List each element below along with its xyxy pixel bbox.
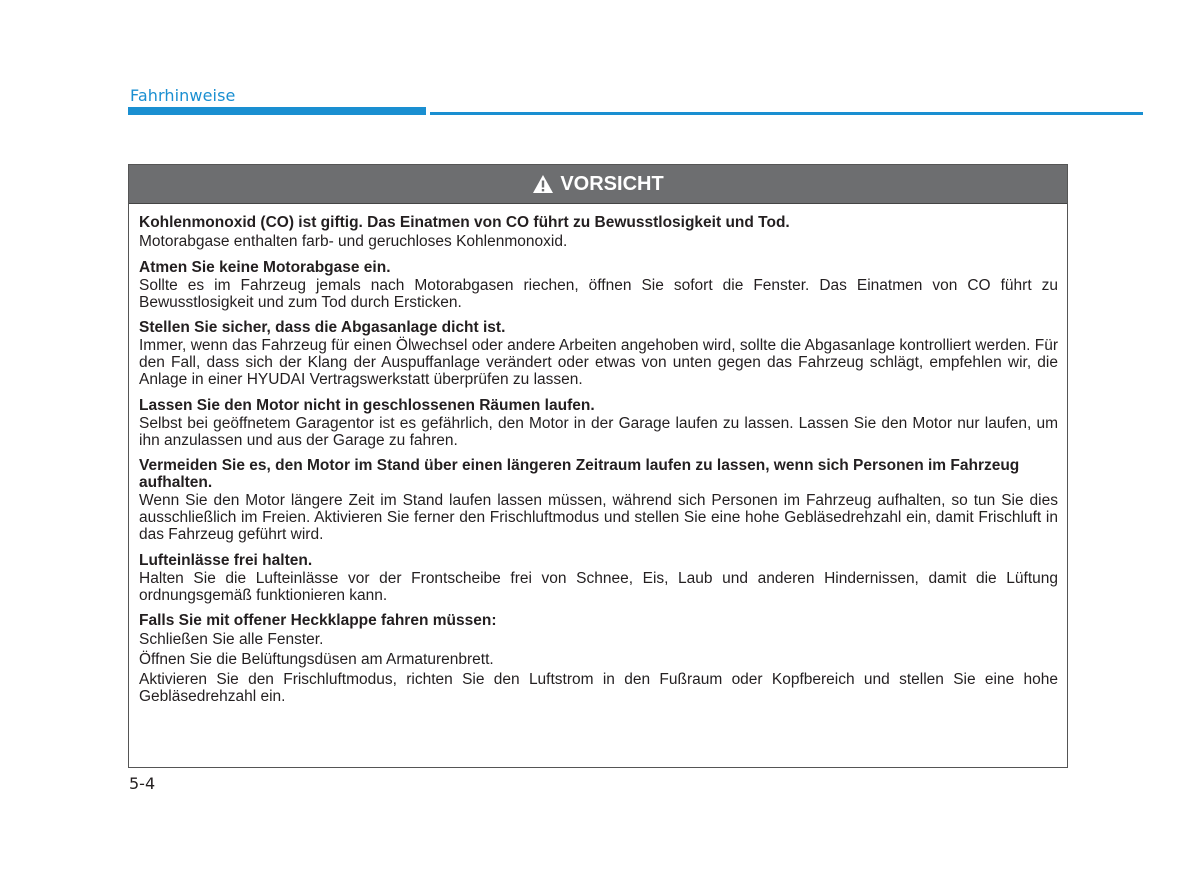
block-text: Schließen Sie alle Fenster. — [139, 631, 324, 649]
caution-body — [129, 204, 1067, 706]
caution-box — [128, 164, 1068, 768]
caution-title: VORSICHT — [560, 172, 664, 195]
block-text: Immer, wenn das Fahrzeug für einen Ölwechsel oder andere Arbeiten angehoben wird, sollte die Abgasanlage kontrolliert werden. Für den Fall, dass sich der Klang der Auspuffanlage verändert oder etwas von unten gegen das Fahrzeug schlägt, empfehlen wir, die Anlage in einer HYUDAI Vertragswerkstatt überprüfen zu lassen. — [139, 337, 1058, 388]
warning-triangle-icon — [532, 174, 554, 194]
block-text: Sollte es im Fahrzeug jemals nach Motorabgasen riechen, öffnen Sie sofort die Fenster. Das Einatmen von CO führt zu Bewusstlosigkeit und zum Tod durch Ersticken. — [139, 276, 1058, 311]
header-rule-thin — [430, 112, 1143, 115]
block-title: Kohlenmonoxid (CO) ist giftig. Das Einatmen von CO führt zu Bewusstlosigkeit und Tod. — [139, 214, 790, 231]
page-number: 5-4 — [129, 774, 156, 793]
block-text: Öffnen Sie die Belüftungsdüsen am Armaturenbrett. — [139, 651, 494, 669]
block-text: Halten Sie die Lufteinlässe vor der Frontscheibe frei von Schnee, Eis, Laub und anderen Hindernissen, damit die Lüftung ordnungsgemäß funktionieren kann. — [139, 569, 1058, 604]
caution-header — [129, 165, 1067, 204]
caution-block — [139, 457, 1058, 543]
block-title: Stellen Sie sicher, dass die Abgasanlage dicht ist. — [139, 319, 506, 337]
block-title: Atmen Sie keine Motorabgase ein. — [139, 258, 391, 276]
block-text: Aktivieren Sie den Frischluftmodus, richten Sie den Luftstrom in den Fußraum oder Kopfbereich und stellen Sie eine hohe Gebläsedrehzahl ein. — [139, 670, 1058, 705]
block-text: Motorabgase enthalten farb- und geruchloses Kohlenmonoxid. — [139, 233, 568, 250]
header-rule-thick — [128, 107, 426, 115]
section-title: Fahrhinweise — [130, 86, 236, 105]
block-title: Falls Sie mit offener Heckklappe fahren müssen: — [139, 612, 497, 630]
caution-block — [139, 612, 1058, 705]
caution-block — [139, 319, 1058, 388]
block-title: Vermeiden Sie es, den Motor im Stand über einen längeren Zeitraum laufen zu lassen, wenn sich Personen im Fahrzeug aufhalten. — [139, 457, 1020, 492]
block-text: Wenn Sie den Motor längere Zeit im Stand laufen lassen müssen, während sich Personen im Fahrzeug aufhalten, so tun Sie dies ausschließlich im Freien. Aktivieren Sie ferner den Frischluftmodus und stellen Sie eine hohe Gebläsedrehzahl ein, damit Frischluft in das Fahrzeug geführt wird. — [139, 492, 1058, 543]
caution-block — [139, 552, 1058, 605]
caution-block — [139, 214, 1058, 251]
caution-block — [139, 397, 1058, 450]
block-title: Lassen Sie den Motor nicht in geschlossenen Räumen laufen. — [139, 396, 595, 414]
caution-block — [139, 259, 1058, 312]
block-title: Lufteinlässe frei halten. — [139, 551, 313, 569]
block-text: Selbst bei geöffnetem Garagentor ist es gefährlich, den Motor in der Garage laufen zu lassen. Lassen Sie den Motor nur laufen, um ihn anzulassen und aus der Garage zu fahren. — [139, 414, 1058, 449]
